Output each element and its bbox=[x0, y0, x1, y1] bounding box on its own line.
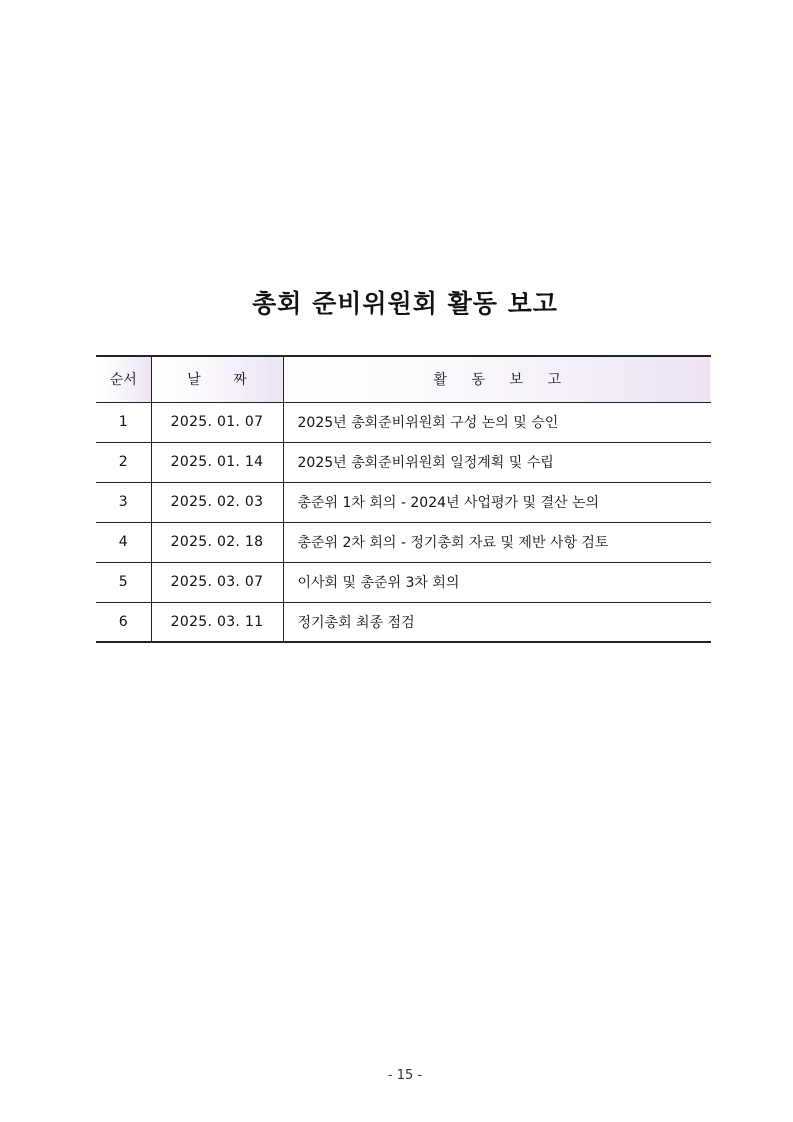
header-activity bbox=[283, 356, 711, 402]
row-date: 2025. 03. 11 bbox=[151, 602, 283, 642]
row-order: 2 bbox=[96, 442, 151, 482]
row-activity: 총준위 1차 회의 - 2024년 사업평가 및 결산 논의 bbox=[283, 482, 711, 522]
row-activity: 2025년 총회준비위원회 일정계획 및 수립 bbox=[283, 442, 711, 482]
row-date: 2025. 01. 14 bbox=[151, 442, 283, 482]
header-activity-label: 활 동 보 고 bbox=[433, 372, 571, 389]
row-order: 4 bbox=[96, 522, 151, 562]
document-title: 총회 준비위원회 활동 보고 bbox=[252, 289, 558, 318]
page-number: - 15 - bbox=[387, 1068, 423, 1083]
row-order: 6 bbox=[96, 602, 151, 642]
row-date: 2025. 02. 18 bbox=[151, 522, 283, 562]
row-activity: 총준위 2차 회의 - 정기총회 자료 및 제반 사항 검토 bbox=[283, 522, 711, 562]
table-row bbox=[96, 442, 711, 482]
row-order: 3 bbox=[96, 482, 151, 522]
row-activity: 이사회 및 총준위 3차 회의 bbox=[283, 562, 711, 602]
header-order: 순서 bbox=[96, 356, 151, 402]
table-row bbox=[96, 562, 711, 602]
table-header-row bbox=[96, 356, 711, 402]
activity-report-table bbox=[96, 355, 711, 643]
row-date: 2025. 03. 07 bbox=[151, 562, 283, 602]
row-order: 1 bbox=[96, 402, 151, 442]
header-date-label: 날 짜 bbox=[187, 372, 261, 389]
table-row bbox=[96, 522, 711, 562]
row-activity: 정기총회 최종 점검 bbox=[283, 602, 711, 642]
table-row bbox=[96, 482, 711, 522]
table-row bbox=[96, 402, 711, 442]
row-date: 2025. 02. 03 bbox=[151, 482, 283, 522]
row-activity: 2025년 총회준비위원회 구성 논의 및 승인 bbox=[283, 402, 711, 442]
row-order: 5 bbox=[96, 562, 151, 602]
row-date: 2025. 01. 07 bbox=[151, 402, 283, 442]
header-date bbox=[151, 356, 283, 402]
table-row bbox=[96, 602, 711, 642]
